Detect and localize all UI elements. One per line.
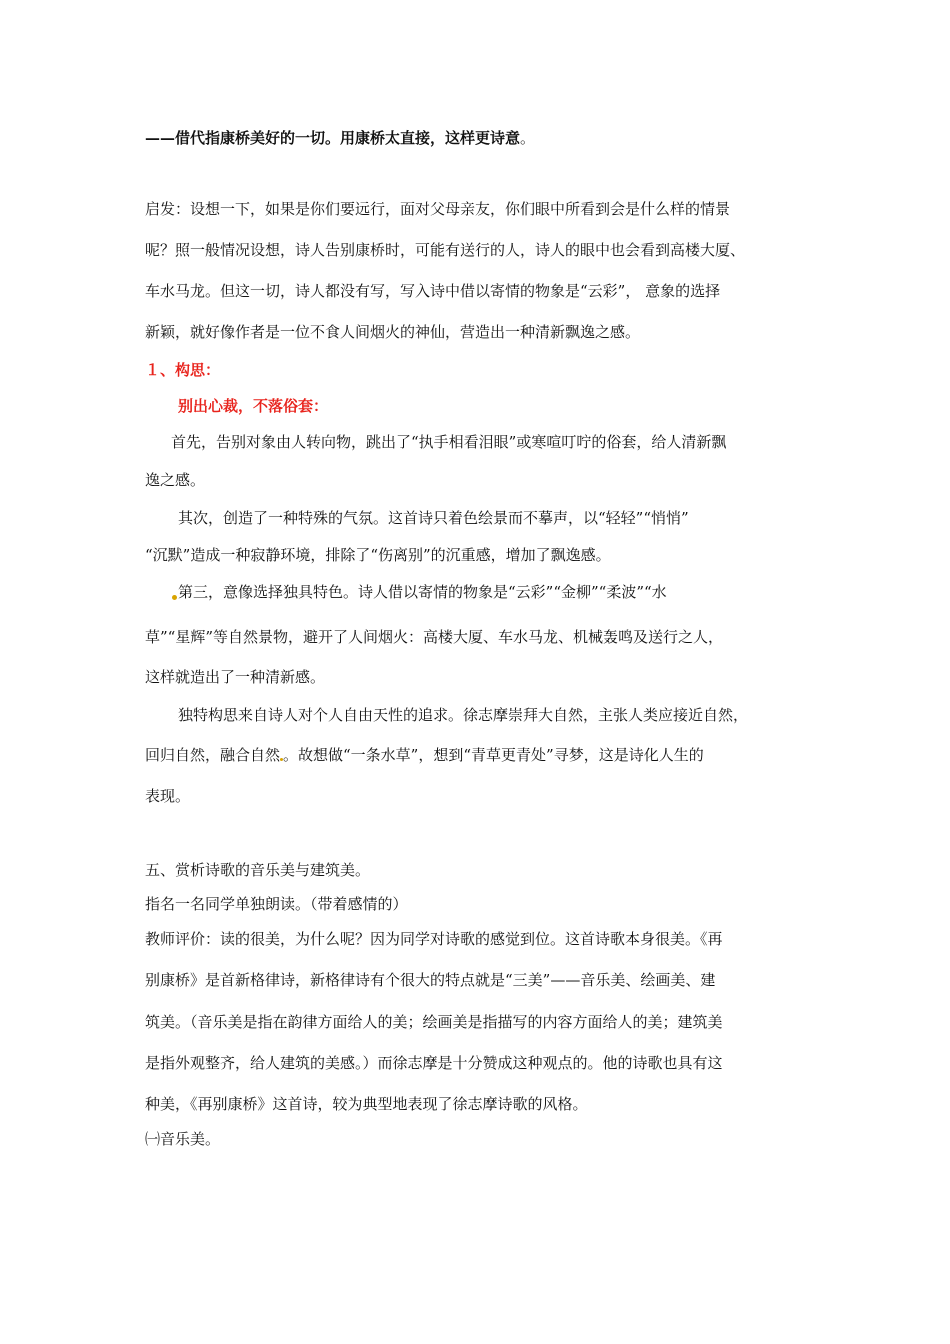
first-para-line-1: 首先，告别对象由人转向物，跳出了“执手相看泪眼”或寒喧叮咛的俗套，给人清新飘 [171,433,727,451]
inspiration-line-2: 呢？照一般情况设想，诗人告别康桥时，可能有送行的人，诗人的眼中也会看到高楼大厦、 [145,241,746,259]
teacher-comment-line-3: 筑美。（音乐美是指在韵律方面给人的美；绘画美是指描写的内容方面给人的美；建筑美 [145,1013,723,1031]
first-para-line-2: 逸之感。 [145,471,206,489]
teacher-comment-line-2: 别康桥》是首新格律诗，新格律诗有个很大的特点就是“三美”——音乐美、绘画美、建 [145,971,716,989]
read-aloud-instruction: 指名一名同学单独朗读。（带着感情的） [145,895,408,913]
second-para-line-1: 其次，创造了一种特殊的气氛。这首诗只着色绘景而不摹声，以“轻轻”“悄悄” [178,509,689,527]
inspiration-line-1: 启发：设想一下，如果是你们要远行，面对父母亲友，你们眼中所看到会是什么样的情景 [145,200,731,218]
section1-title: １、构思： [145,361,221,379]
teacher-comment-line-4: 是指外观整齐，给人建筑的美感。）而徐志摩是十分赞成这种观点的。他的诗歌也具有这 [145,1054,723,1072]
third-para-line-1 [172,582,667,602]
heading-period: 。 [520,129,536,147]
inspiration-line-4: 新颖，就好像作者是一位不食人间烟火的神仙，营造出一种清新飘逸之感。 [145,323,641,341]
section5-title: 五、赏析诗歌的音乐美与建筑美。 [145,861,371,879]
highlight-mark-icon [172,595,177,600]
second-para-line-2: “沉默”造成一种寂静环境，排除了“伤离别”的沉重感，增加了飘逸感。 [145,546,611,564]
teacher-comment-line-1: 教师评价：读的很美，为什么呢？因为同学对诗歌的感觉到位。这首诗歌本身很美。《再 [145,930,723,948]
fourth-para-text-a: 回归自然，融合自然 [145,746,281,764]
third-para-text-1: 第三，意像选择独具特色。诗人借以寄情的物象是“云彩”“金柳”“柔波”“水 [178,583,667,601]
heading-line [145,128,535,148]
inspiration-line-3: 车水马龙。但这一切，诗人都没有写，写入诗中借以寄情的物象是“云彩”， 意象的选择 [145,282,721,300]
music-beauty-heading: ㈠音乐美。 [145,1130,221,1148]
fourth-para-line-2 [145,745,704,765]
third-para-line-3: 这样就造出了一种清新感。 [145,668,326,686]
fourth-para-text-b: 。故想做“一条水草”，想到“青草更青处”寻梦，这是诗化人生的 [283,746,704,764]
fourth-para-line-1: 独特构思来自诗人对个人自由天性的追求。徐志摩崇拜大自然，主张人类应接近自然， [178,706,749,724]
teacher-comment-line-5: 种美，《再别康桥》这首诗，较为典型地表现了徐志摩诗歌的风格。 [145,1095,588,1113]
section1-subtitle: 别出心裁，不落俗套： [178,397,329,415]
heading-text: ——借代指康桥美好的一切。用康桥太直接，这样更诗意 [145,129,521,147]
fourth-para-line-3: 表现。 [145,787,191,805]
third-para-line-2: 草”“星辉”等自然景物，避开了人间烟火：高楼大厦、车水马龙、机械轰鸣及送行之人， [145,628,724,646]
